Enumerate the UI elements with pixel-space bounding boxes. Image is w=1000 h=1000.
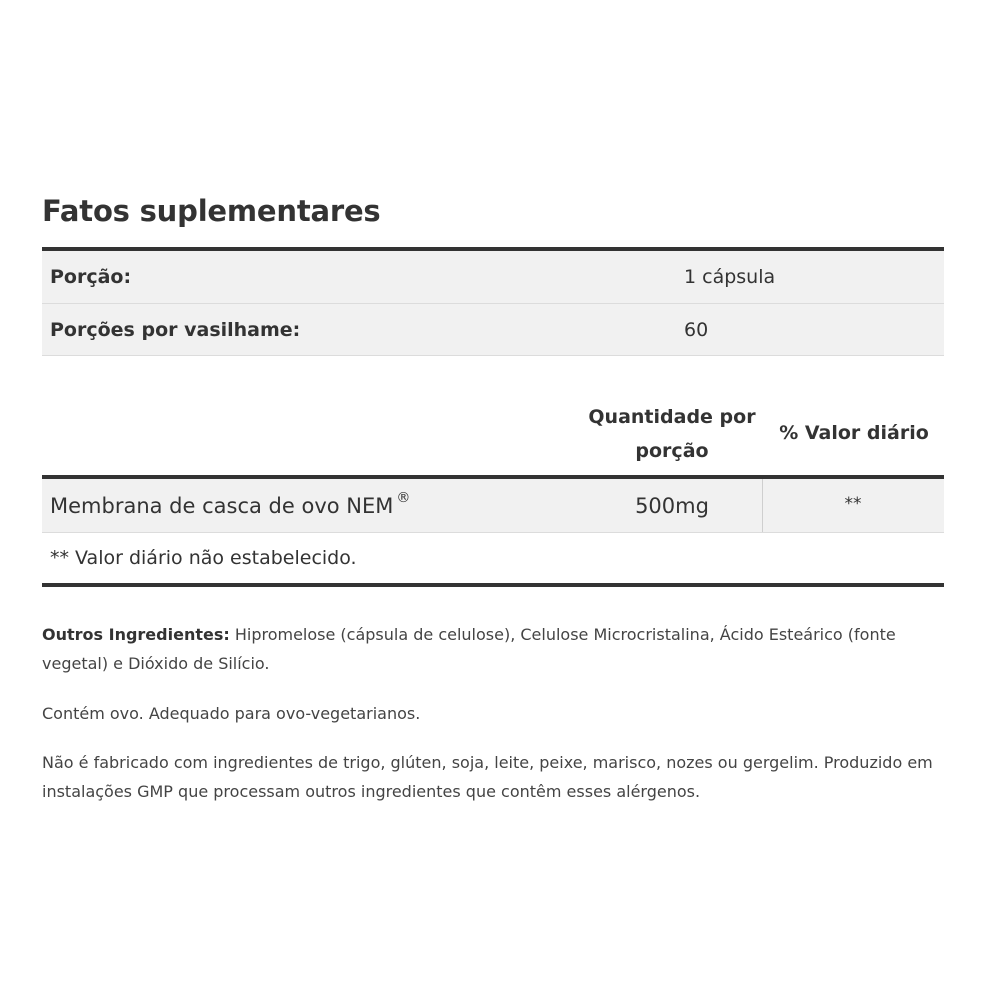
servings-per-container-row bbox=[42, 303, 944, 355]
amount-header-line2: porção bbox=[635, 440, 709, 462]
ingredient-daily-value: ** bbox=[844, 493, 862, 514]
serving-size-value: 1 cápsula bbox=[684, 266, 776, 288]
amount-header-line1: Quantidade por bbox=[588, 406, 756, 428]
daily-value-footnote: ** Valor diário não estabelecido. bbox=[42, 533, 944, 587]
other-ingredients bbox=[42, 620, 952, 678]
ingredient-amount: 500mg bbox=[635, 493, 709, 518]
allergen-note: Contém ovo. Adequado para ovo-vegetarianos. bbox=[42, 704, 421, 723]
servings-per-container-value: 60 bbox=[684, 318, 709, 341]
serving-info-table bbox=[42, 247, 944, 356]
manufacturing-note: Não é fabricado com ingredientes de trigo, glúten, soja, leite, peixe, marisco, nozes ou gergelim. Produzido em instalações GMP que processam outros ingredientes que contêm esses alérgenos. bbox=[42, 753, 933, 801]
other-ingredients-text: Hipromelose (cápsula de celulose), Celulose Microcristalina, Ácido Esteárico (fonte vegetal) e Dióxido de Silício. bbox=[42, 625, 896, 673]
supplement-facts-title: Fatos suplementares bbox=[42, 194, 381, 228]
serving-size-row bbox=[42, 251, 944, 303]
registered-mark: ® bbox=[396, 489, 411, 506]
serving-size-label: Porção: bbox=[50, 266, 132, 288]
other-ingredients-label: Outros Ingredientes: bbox=[42, 625, 230, 644]
ingredient-row bbox=[42, 479, 944, 533]
column-divider bbox=[762, 479, 763, 532]
ingredient-name-cell bbox=[42, 489, 582, 518]
ingredients-table bbox=[42, 475, 944, 587]
facts-column-headers bbox=[42, 398, 944, 474]
ingredient-name: Membrana de casca de ovo NEM bbox=[50, 493, 394, 518]
amount-per-serving-header bbox=[582, 400, 762, 468]
servings-per-container-label: Porções por vasilhame: bbox=[50, 318, 301, 341]
daily-value-header: % Valor diário bbox=[779, 422, 929, 444]
